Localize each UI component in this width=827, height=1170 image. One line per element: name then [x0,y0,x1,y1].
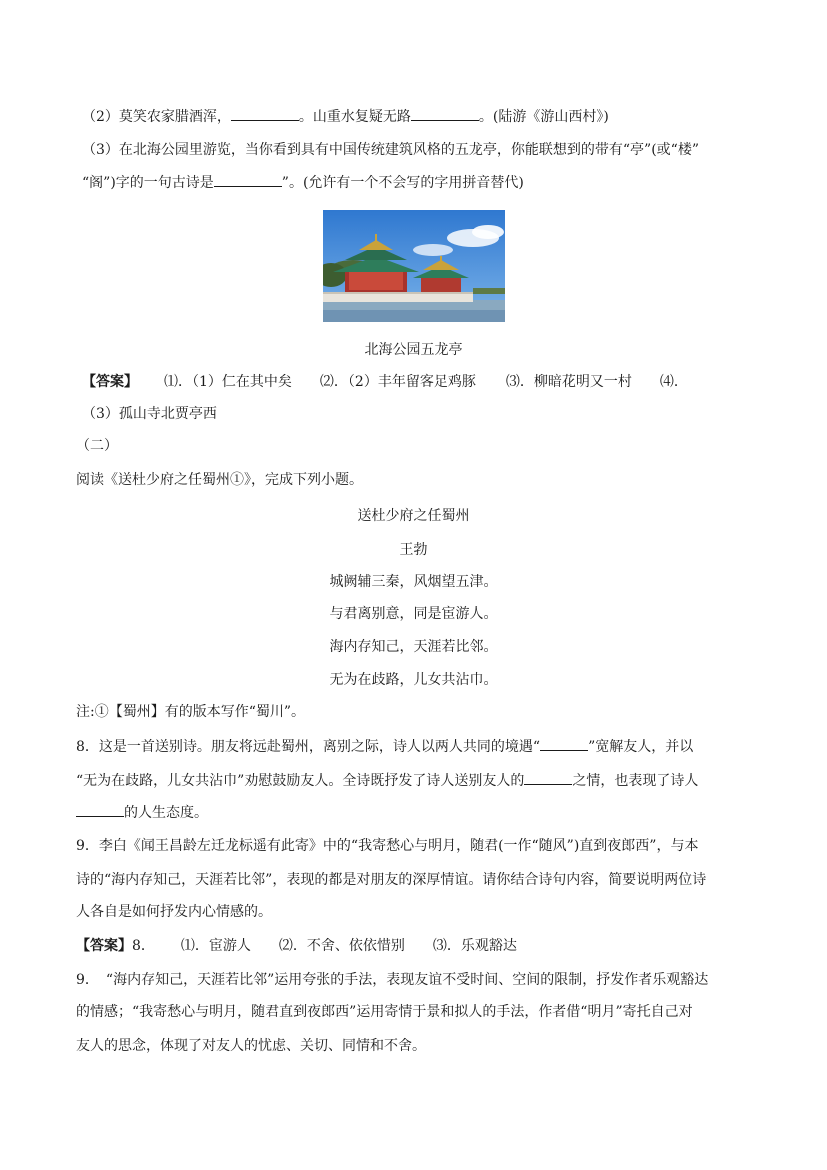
q2-text-b: 。山重水复疑无路 [298,109,411,125]
answer-item: ⑴．（1）仁在其中矣 [164,374,292,390]
answer2-line [76,936,517,956]
blank [231,106,299,121]
blank [214,172,282,187]
answer-label: 【答案】 [76,938,132,954]
q8-text: 之情，也表现了诗人 [572,773,699,789]
q2-line [82,106,609,127]
note: 注:①【蜀州】有的版本写作“蜀川”。 [76,704,306,720]
q3-text-a: “阁”)字的一句古诗是 [82,175,214,191]
q8-text: “无为在歧路，儿女共沾巾”劝慰鼓励友人。全诗既抒发了诗人送别友人的 [76,773,525,789]
q8-text: 8．这是一首送别诗。朋友将远赴蜀州，离别之际，诗人以两人共同的境遇“ [76,739,541,755]
q8-line2 [76,770,698,791]
q9-line2: 诗的“海内存知己，天涯若比邻”，表现的都是对朋友的深厚情谊。请你结合诗句内容，简要说明两位诗 [76,872,707,888]
answer-item: ⑶．柳暗花明又一村 [505,374,632,390]
q3-line2 [82,172,524,193]
q9-line3: 人各自是如何抒发内心情感的。 [76,904,272,920]
answer1-line1 [82,372,688,392]
q2-text-c: 。(陆游《游山西村》) [478,109,609,125]
answer1-line2: （3）孤山寺北贾亭西 [82,406,217,422]
q8-line3 [76,802,208,823]
answer-number: 8． [132,938,155,954]
answer-item: ⑶．乐观豁达 [432,938,517,954]
answer-label: 【答案】 [82,374,138,390]
q8-text: 的人生态度。 [124,805,208,821]
q2-text-a: （2）莫笑农家腊酒浑， [82,109,231,125]
poem-line: 与君离别意，同是宦游人。 [329,606,498,622]
q3-text-b: ”。(允许有一个不会写的字用拼音替代) [281,175,524,191]
blank [540,736,588,751]
answer9-line3: 友人的思念，体现了对友人的忧虑、关切、同情和不舍。 [76,1038,426,1054]
blank [411,106,479,121]
blank [76,802,124,817]
answer-item: ⑵．不舍、依依惜别 [278,938,405,954]
q9-line1: 9．李白《闻王昌龄左迁龙标遥有此寄》中的“我寄愁心与明月，随君(一作“随风”)直到夜郎西”，与本 [76,838,699,854]
instruction: 阅读《送杜少府之任蜀州①》，完成下列小题。 [76,472,363,488]
poem-line: 无为在歧路，儿女共沾巾。 [329,672,498,688]
answer9-line1: 9． “海内存知己，天涯若比邻”运用夸张的手法，表现友谊不受时间、空间的限制，抒发作者乐观豁达 [76,972,709,988]
section-heading: （二） [76,438,118,454]
answer-item: ⑷． [659,374,688,390]
answer-item: ⑵．（2）丰年留客足鸡豚 [319,374,476,390]
photo-caption: 北海公园五龙亭 [364,342,463,358]
answer-item: ⑴．宦游人 [180,938,251,954]
poem-line: 城阙辅三秦，风烟望五津。 [329,574,498,590]
answer9-line2: 的情感；“我寄愁心与明月，随君直到夜郎西”运用寄情于景和拟人的手法，作者借“明月”寄托自己对 [76,1004,693,1020]
poem-title: 送杜少府之任蜀州 [357,508,470,524]
blank [524,770,572,785]
q8-text: ”宽解友人，并以 [588,739,694,755]
q8-line1 [76,736,693,757]
q3-line1: （3）在北海公园里游览，当你看到具有中国传统建筑风格的五龙亭，你能联想到的带有“亭”(或“楼” [82,142,699,158]
pavilion-photo [323,210,505,322]
poem-line: 海内存知己，天涯若比邻。 [329,639,498,655]
poem-author: 王勃 [399,542,428,558]
